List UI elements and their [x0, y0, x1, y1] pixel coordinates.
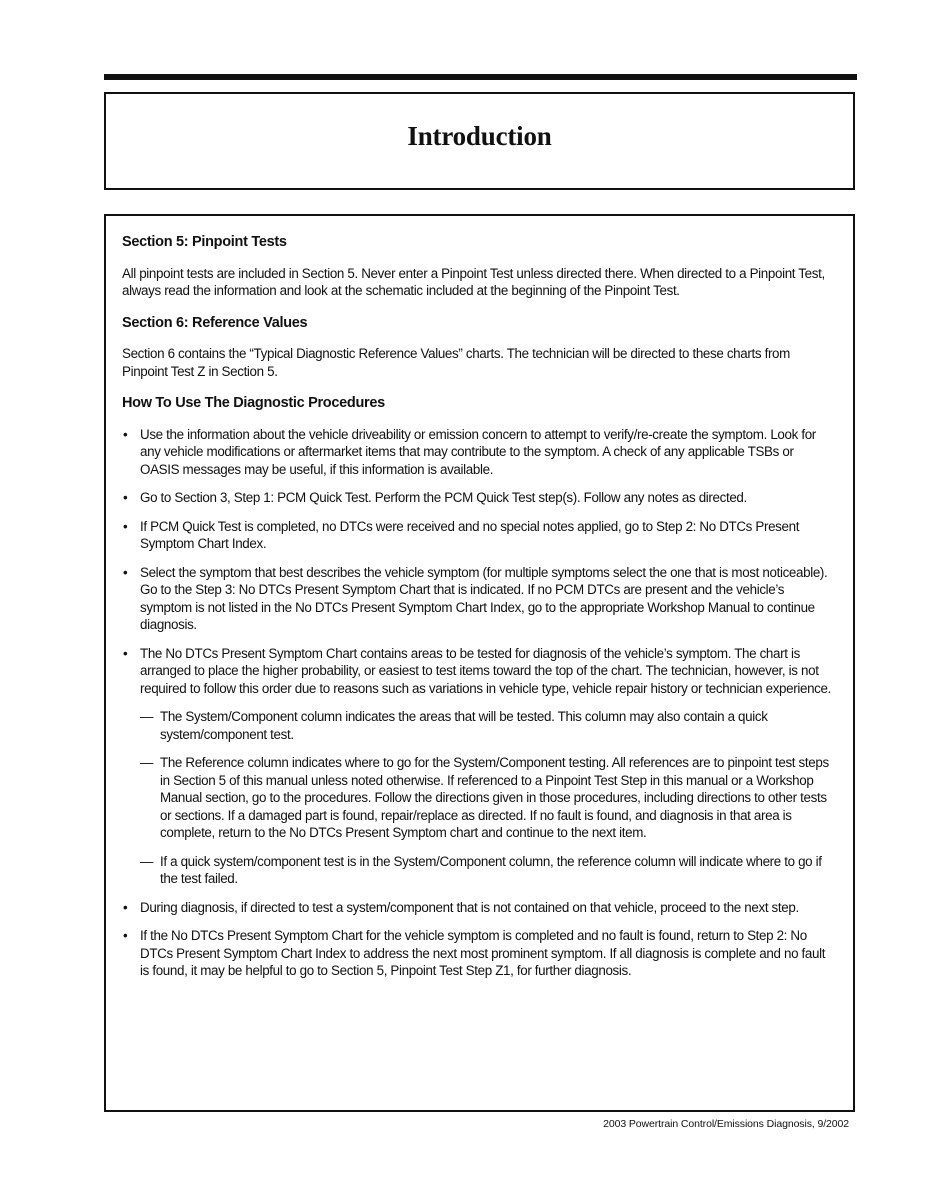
- section-5-body: All pinpoint tests are included in Section 5. Never enter a Pinpoint Test unless directed there. When directed to a Pinpoint Test, always read the information and look at the schematic included at the beginning of the Pinpoint Test.: [122, 265, 825, 298]
- list-item: [122, 489, 831, 507]
- bullet-icon: •: [123, 490, 128, 505]
- dash-icon: —: [140, 755, 154, 770]
- list-item-text: If the No DTCs Present Symptom Chart for the vehicle symptom is completed and no fault is found, return to Step 2: No DTCs Present Symptom Chart Index to address the next most prominent symptom. If all diagnosis is complete and no fault is found, it may be helpful to go to Section 5, Pinpoint Test Step Z1, for further diagnosis.: [140, 928, 826, 978]
- bullet-icon: •: [123, 645, 128, 661]
- list-item-text: During diagnosis, if directed to test a system/component that is not contained on that vehicle, proceed to the next step.: [140, 899, 799, 915]
- page-footer: 2003 Powertrain Control/Emissions Diagnosis, 9/2002: [603, 1118, 849, 1130]
- list-item: [122, 518, 831, 553]
- list-item-text: If PCM Quick Test is completed, no DTCs were received and no special notes applied, go to Step 2: No DTCs Present Symptom Chart Index.: [140, 518, 800, 551]
- procedures-heading: How To Use The Diagnostic Procedures: [122, 395, 385, 411]
- page-title: Introduction: [407, 121, 552, 151]
- procedures-list: [122, 426, 831, 698]
- content-box: [104, 214, 855, 1112]
- list-item: [122, 645, 831, 698]
- bullet-icon: •: [123, 899, 128, 915]
- sub-list-item-text: The Reference column indicates where to go for the System/Component testing. All references are to pinpoint test steps in Section 5 of this manual unless noted otherwise. If referenced to a Pinpoint Test Step in this manual or a Workshop Manual section, go to the procedures. Follow the directions given in those procedures, including directions to other tests or sections. If a damaged part is found, repair/replace as directed. If no fault is found, and diagnosis in that area is complete, return to the No DTCs Present Symptom chart and continue to the next item.: [160, 755, 829, 840]
- section-6-heading: Section 6: Reference Values: [122, 314, 308, 331]
- sub-list-item-text: If a quick system/component test is in the System/Component column, the reference column will indicate where to go if the test failed.: [160, 853, 822, 886]
- dash-icon: —: [140, 709, 154, 724]
- sub-list-item: [122, 708, 831, 743]
- sub-list: [122, 708, 831, 888]
- list-item-text: Select the symptom that best describes the vehicle symptom (for multiple symptoms select the one that is most noticeable). Go to the Step 3: No DTCs Present Symptom Chart that is indicated. If no PCM DTCs are present and the vehicle’s symptom is not listed in the No DTCs Present Symptom Chart Index, go to the appropriate Workshop Manual to continue diagnosis.: [140, 564, 828, 632]
- list-item: [122, 564, 831, 634]
- list-item: [122, 899, 831, 917]
- list-item: [122, 426, 831, 479]
- sub-list-item-text: The System/Component column indicates the areas that will be tested. This column may also contain a quick system/component test.: [160, 709, 768, 742]
- list-item: [122, 927, 831, 980]
- section-5-heading: Section 5: Pinpoint Tests: [122, 234, 287, 250]
- sub-list-item: [122, 853, 831, 888]
- sub-list-item: [122, 754, 831, 842]
- section-6-body: Section 6 contains the “Typical Diagnostic Reference Values” charts. The technician will be directed to these charts from Pinpoint Test Z in Section 5.: [122, 346, 790, 379]
- title-box: [104, 92, 855, 190]
- list-item-text: Go to Section 3, Step 1: PCM Quick Test. Perform the PCM Quick Test step(s). Follow any notes as directed.: [140, 490, 747, 505]
- dash-icon: —: [140, 853, 154, 869]
- list-item-text: Use the information about the vehicle driveability or emission concern to attempt to verify/re-create the symptom. Look for any vehicle modifications or aftermarket items that may contribute to the symptom. A check of any applicable TSBs or OASIS messages may be useful, if this information is available.: [140, 426, 816, 477]
- bullet-icon: •: [123, 928, 128, 943]
- bullet-icon: •: [123, 564, 128, 580]
- trailing-list: [122, 899, 831, 980]
- list-item-text: The No DTCs Present Symptom Chart contains areas to be tested for diagnosis of the vehicle’s symptom. The chart is arranged to place the higher probability, or easiest to test items toward the top of the chart. The technician, however, is not required to follow this order due to reasons such as variations in vehicle type, vehicle repair history or technician experience.: [140, 645, 831, 696]
- bullet-icon: •: [123, 518, 128, 534]
- top-rule: [104, 74, 857, 80]
- bullet-icon: •: [123, 426, 128, 442]
